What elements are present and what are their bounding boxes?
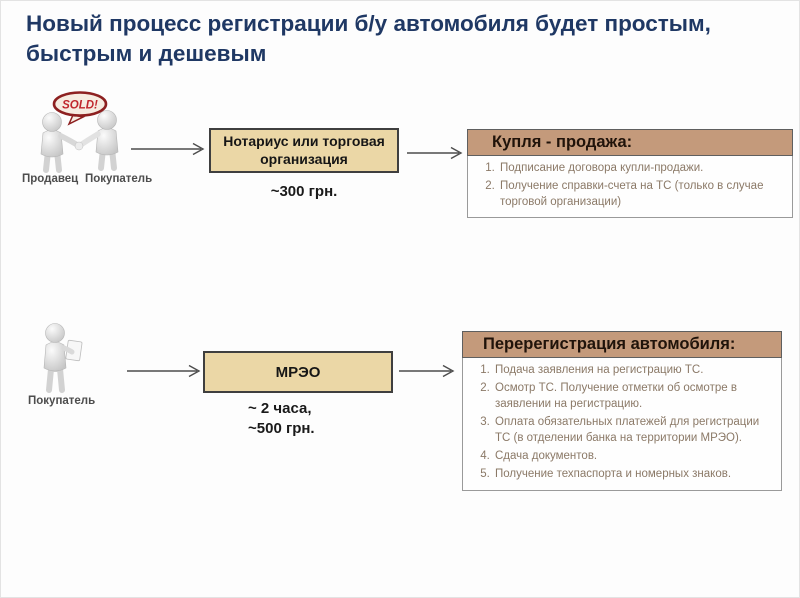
list-item: 1. Подача заявления на регистрацию ТС. [493,363,773,378]
seller-buyer-handshake-icon [21,91,139,180]
buyer-label-top: Покупатель [85,173,153,185]
process-box-mreo: МРЭО [203,351,393,393]
arrow-icon [131,142,207,161]
list-item: 4. Сдача документов. [493,449,773,464]
panel-reregistration-body [462,358,782,491]
buyer-figure-icon [27,321,93,400]
arrow-icon [399,364,457,383]
panel-purchase-sale-body [467,156,793,218]
arrow-icon [407,146,465,165]
panel-purchase-sale [467,129,793,218]
panel-reregistration [462,331,782,491]
cost-line-time: ~ 2 часа, [248,400,312,417]
list-item: 3. Оплата обязательных платежей для регистрации ТС (в отделении банка на территории МРЭО). [493,415,773,446]
panel-reregistration-list [467,363,773,483]
page-title: Новый процесс регистрации б/у автомобиля будет простым, быстрым и дешевым [26,11,711,66]
list-item: 2. Получение справки-счета на ТС (только в случае торговой организации) [498,179,784,210]
process-box-notary: Нотариус или торговая организация [209,128,399,173]
seller-label: Продавец [22,173,79,185]
cost-line-money: ~500 грн. [248,419,315,437]
cost-label-bottom [248,399,315,438]
list-item: 5. Получение техпаспорта и номерных знаков. [493,467,773,482]
arrow-icon [127,364,203,383]
panel-purchase-sale-list [472,161,784,210]
sold-badge: SOLD! [62,99,98,112]
panel-reregistration-title: Перерегистрация автомобиля: [462,331,782,358]
list-item: 2. Осмотр ТС. Получение отметки об осмотре в заявлении на регистрацию. [493,381,773,412]
panel-purchase-sale-title: Купля - продажа: [467,129,793,156]
cost-label-top: ~300 грн. [270,183,338,200]
buyer-label-bottom: Покупатель [28,395,96,407]
list-item: 1. Подписание договора купли-продажи. [498,161,784,176]
